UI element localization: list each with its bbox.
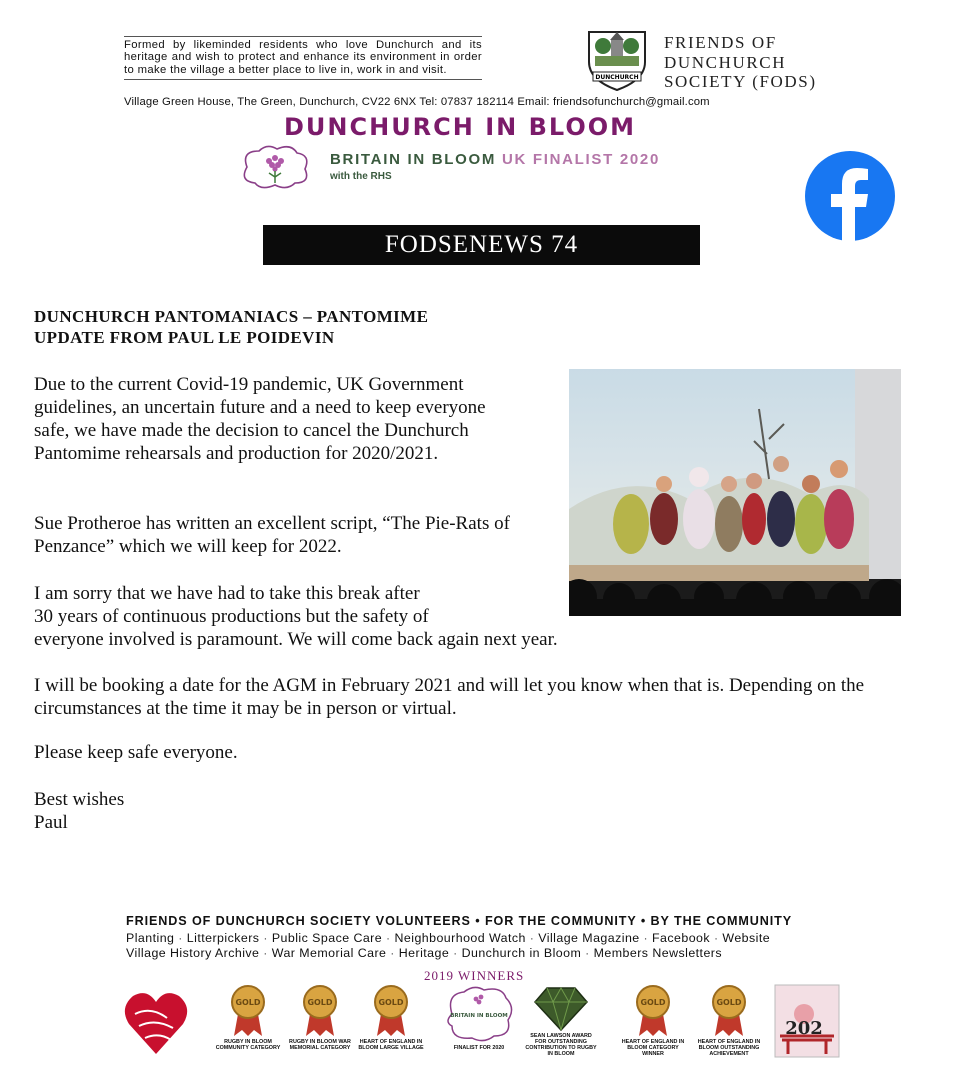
green-gem-award: SEAN LAWSON AWARD FOR OUTSTANDING CONTRIBUTION TO RUGBY IN BLOOM bbox=[525, 984, 597, 1057]
paragraph-4: I will be booking a date for the AGM in February 2021 and will let you know when that is. Depending on the circumstances at the time it may be in person or virtual. bbox=[34, 675, 865, 719]
gold-award-war-memorial: GOLD RUGBY IN BLOOM WAR MEMORIAL CATEGORY bbox=[284, 984, 356, 1051]
society-name: FRIENDS OF DUNCHURCH SOCIETY (FODS) bbox=[664, 33, 817, 91]
medal-label: GOLD bbox=[640, 998, 666, 1007]
facebook-icon[interactable] bbox=[805, 151, 895, 241]
gold-award-community: GOLD RUGBY IN BLOOM COMMUNITY CATEGORY bbox=[212, 984, 284, 1051]
newsletter-title-bar bbox=[263, 225, 700, 265]
winners-heading: 2019 WINNERS bbox=[424, 968, 525, 983]
fods-crest-logo bbox=[581, 28, 653, 92]
with-rhs-label: with the RHS bbox=[330, 171, 392, 182]
britain-in-bloom-flower-logo bbox=[237, 143, 313, 191]
footer-activities-line-2: Village History Archive · War Memorial Care · Heritage · Dunchurch in Bloom · Members Newsletters bbox=[126, 946, 723, 960]
signoff: Best wishes Paul bbox=[34, 789, 125, 833]
medal-label: GOLD bbox=[716, 998, 742, 1007]
greetings-card-2020 bbox=[771, 984, 843, 1058]
medal-label: GOLD bbox=[307, 998, 333, 1007]
finalist-label: UK FINALIST 2020 bbox=[501, 151, 661, 168]
article-headline: DUNCHURCH PANTOMANIACS – PANTOMIME UPDATE FROM PAUL LE POIDEVIN bbox=[34, 307, 429, 347]
contact-address: Village Green House, The Green, Dunchurch, CV22 6NX Tel: 07837 182114 Email: friendsofunchurch@gmail.com bbox=[124, 96, 710, 108]
heart-of-england-logo bbox=[120, 984, 192, 1062]
paragraph-1: Due to the current Covid-19 pandemic, UK Government guidelines, an uncertain future and a need to keep everyone safe, we have made the decision to cancel the Dunchurch Pantomime rehearsals and production for 2020/2021. bbox=[34, 374, 486, 464]
medal-label: GOLD bbox=[378, 998, 404, 1007]
dunchurch-in-bloom-title: DUNCHURCH IN BLOOM bbox=[284, 113, 637, 141]
card-text: 202 bbox=[785, 1018, 823, 1039]
pantomime-stage-photo bbox=[569, 369, 901, 616]
paragraph-2: Sue Protheroe has written an excellent script, “The Pie-Rats of Penzance” which we will keep for 2022. bbox=[34, 513, 510, 557]
newsletter-title: FODSENEWS 74 bbox=[384, 231, 579, 258]
paragraph-3: I am sorry that we have had to take this break after 30 years of continuous productions but the safety of everyone involved is paramount. We will come back again next year. bbox=[34, 583, 558, 650]
crest-label: DUNCHURCH bbox=[595, 74, 639, 81]
badge-text: BRITAIN IN BLOOM bbox=[450, 1013, 508, 1019]
footer-title: FRIENDS OF DUNCHURCH SOCIETY VOLUNTEERS • FOR THE COMMUNITY • BY THE COMMUNITY bbox=[126, 914, 793, 928]
medal-label: GOLD bbox=[235, 998, 261, 1007]
britain-in-bloom-finalist-badge: BRITAIN IN BLOOM FINALIST FOR 2020 bbox=[443, 984, 515, 1051]
paragraph-5: Please keep safe everyone. bbox=[34, 742, 238, 763]
gold-award-category-winner: GOLD HEART OF ENGLAND IN BLOOM CATEGORY WINNER bbox=[617, 984, 689, 1057]
britain-in-bloom-label: BRITAIN IN BLOOM UK FINALIST 2020 bbox=[330, 151, 661, 168]
mission-statement: Formed by likeminded residents who love Dunchurch and its heritage and wish to protect and enhance its environment in order to make the village a better place to live in, work in and visit. bbox=[124, 36, 482, 80]
gold-award-large-village: GOLD HEART OF ENGLAND IN BLOOM LARGE VILLAGE bbox=[355, 984, 427, 1051]
gold-award-outstanding-achievement: GOLD HEART OF ENGLAND IN BLOOM OUTSTANDING ACHIEVEMENT bbox=[693, 984, 765, 1057]
footer-activities-line-1: Planting · Litterpickers · Public Space Care · Neighbourhood Watch · Village Magazine · Facebook · Website bbox=[126, 931, 771, 945]
